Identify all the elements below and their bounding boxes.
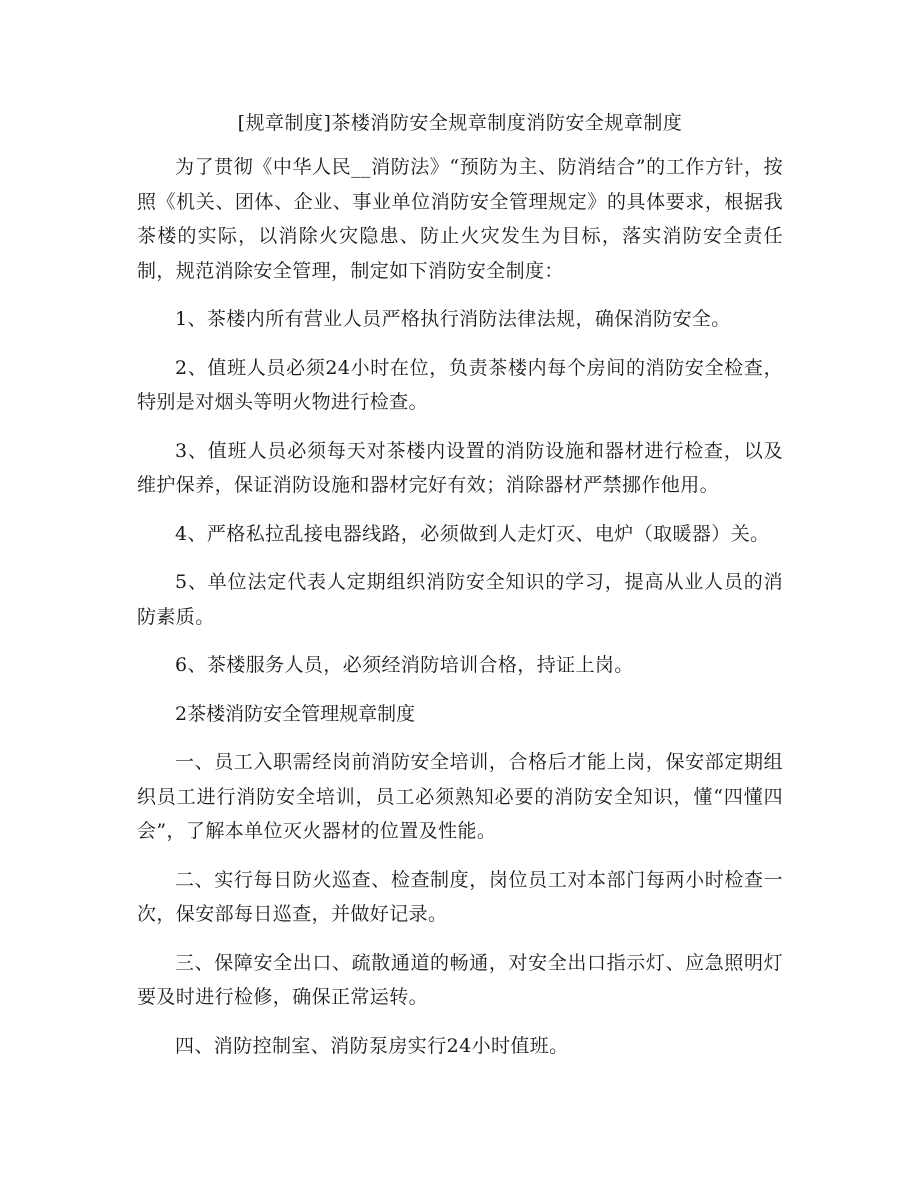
intro-paragraph: 为了贯彻《中华人民__消防法》“预防为主、防消结合”的工作方针，按照《机关、团体、企业、事业单位消防安全管理规定》的具体要求，根据我茶楼的实际，以消除火灾隐患、防止火灾发生为目标，落实消防安全责任制，规范消除安全管理，制定如下消防安全制度： bbox=[137, 156, 783, 282]
document-body bbox=[137, 150, 783, 1077]
rule-item-one: 一、员工入职需经岗前消防安全培训，合格后才能上岗，保安部定期组织员工进行消防安全培训，员工必须熟知必要的消防安全知识，懂“四懂四会”，了解本单位灭火器材的位置及性能。 bbox=[137, 751, 783, 842]
rule-item-6: 6、茶楼服务人员，必须经消防培训合格，持证上岗。 bbox=[175, 654, 634, 676]
rule-item-2: 2、值班人员必须24小时在位，负责茶楼内每个房间的消防安全检查，特别是对烟头等明火物进行检查。 bbox=[137, 356, 783, 413]
rule-item-four: 四、消防控制室、消防泵房实行24小时值班。 bbox=[175, 1034, 569, 1057]
rule-item-3: 3、值班人员必须每天对茶楼内设置的消防设施和器材进行检查，以及维护保养，保证消防设施和器材完好有效；消除器材严禁挪作他用。 bbox=[137, 439, 783, 496]
rule-item-1: 1、茶楼内所有营业人员严格执行消防法律法规，确保消防安全。 bbox=[175, 308, 731, 330]
rule-item-5: 5、单位法定代表人定期组织消防安全知识的学习，提高从业人员的消防素质。 bbox=[137, 571, 783, 628]
rule-item-two: 二、实行每日防火巡查、检查制度，岗位员工对本部门每两小时检查一次，保安部每日巡查，并做好记录。 bbox=[137, 868, 783, 925]
document-title: [规章制度]茶楼消防安全规章制度消防安全规章制度 bbox=[237, 112, 683, 134]
rule-item-three: 三、保障安全出口、疏散通道的畅通，对安全出口指示灯、应急照明灯要及时进行检修，确保正常运转。 bbox=[137, 951, 783, 1008]
rule-item-4: 4、严格私拉乱接电器线路，必须做到人走灯灭、电炉（取暖器）关。 bbox=[175, 522, 770, 545]
section-heading: 2茶楼消防安全管理规章制度 bbox=[175, 702, 416, 725]
